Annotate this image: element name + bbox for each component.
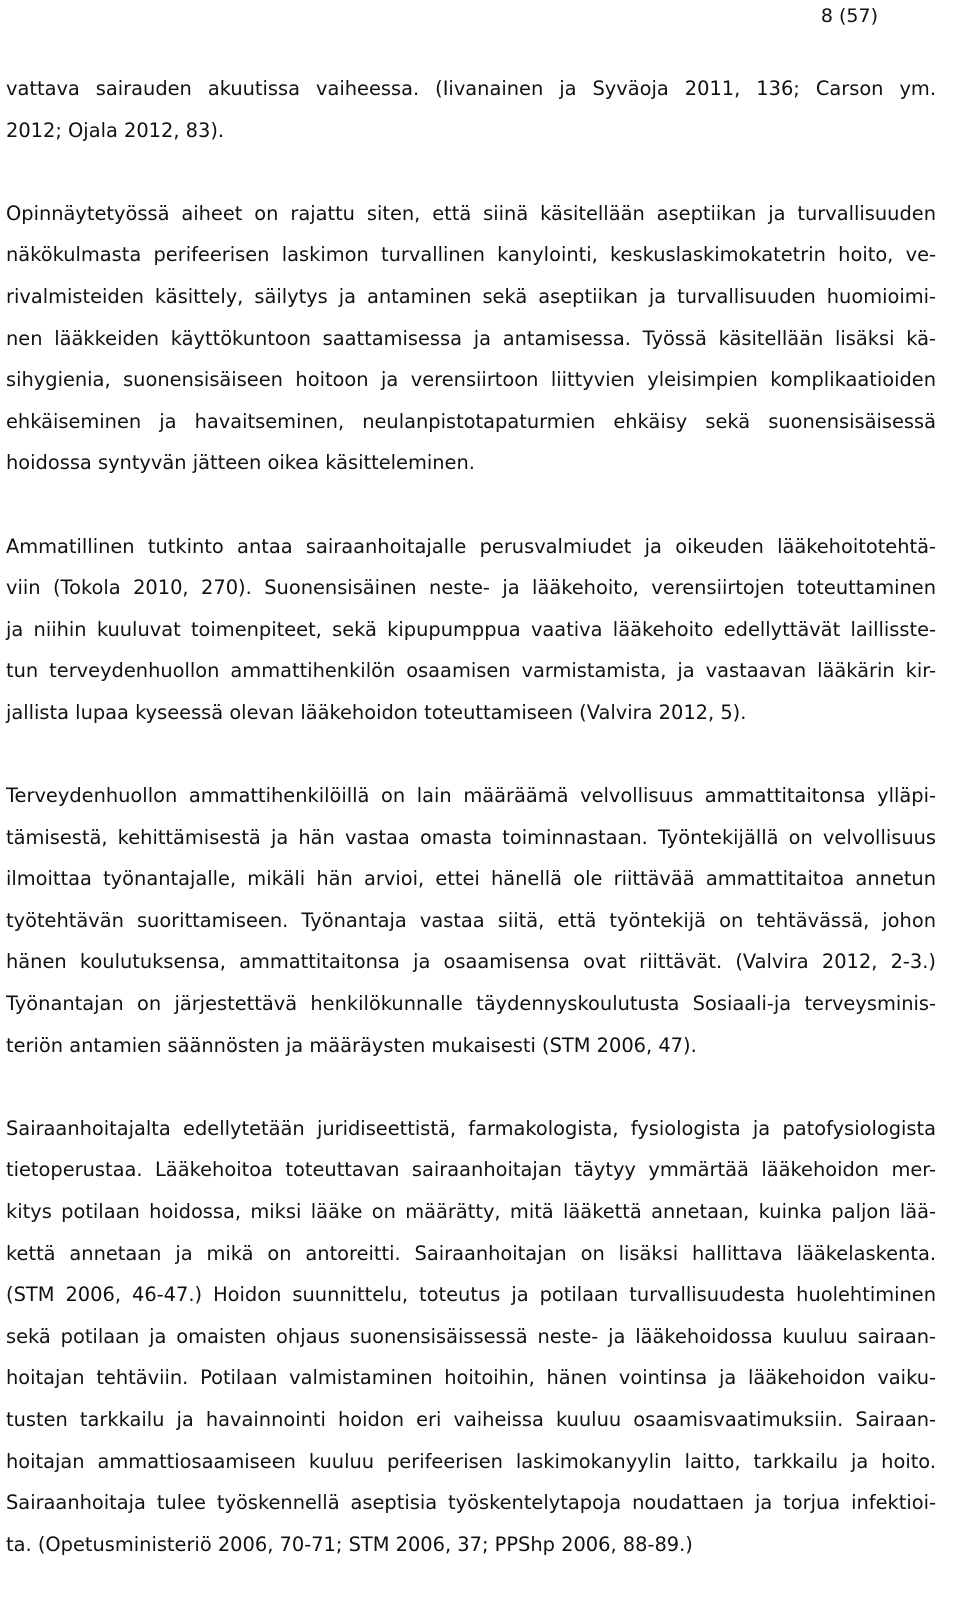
text-line: nen lääkkeiden käyttökuntoon saattamisessa ja antamisessa. Työssä käsitellään lisäksi kä- — [6, 326, 936, 350]
paragraph-1 — [6, 68, 936, 151]
text-line: viin (Tokola 2010, 270). Suonensisäinen neste- ja lääkehoito, verensiirtojen toteuttaminen — [6, 576, 936, 600]
text-line: (STM 2006, 46-47.) Hoidon suunnittelu, toteutus ja potilaan turvallisuudesta huolehtiminen — [6, 1283, 936, 1307]
text-line: tun terveydenhuollon ammattihenkilön osaamisen varmistamista, ja vastaavan lääkärin kir- — [6, 659, 936, 683]
paragraph-5 — [6, 1108, 936, 1566]
text-line: tietoperustaa. Lääkehoitoa toteuttavan sairaanhoitajan täytyy ymmärtää lääkehoidon mer- — [6, 1158, 936, 1182]
text-line: teriön antamien säännösten ja määräysten mukaisesti (STM 2006, 47). — [6, 1033, 697, 1057]
text-line: rivalmisteiden käsittely, säilytys ja antaminen sekä aseptiikan ja turvallisuuden huomioimi- — [6, 284, 936, 308]
text-line: hoitajan ammattiosaamiseen kuuluu perifeerisen laskimokanyylin laitto, tarkkailu ja hoito. — [6, 1449, 936, 1473]
text-line: jallista lupaa kyseessä olevan lääkehoidon toteuttamiseen (Valvira 2012, 5). — [6, 700, 747, 724]
text-line: työtehtävän suorittamiseen. Työnantaja vastaa siitä, että työntekijä on tehtävässä, johon — [6, 908, 936, 932]
text-line: sihygienia, suonensisäiseen hoitoon ja verensiirtoon liittyvien yleisimpien komplikaatioiden — [6, 368, 936, 392]
text-line: tusten tarkkailu ja havainnointi hoidon eri vaiheissa kuuluu osaamisvaatimuksiin. Sairaan- — [6, 1408, 936, 1431]
paragraph-3 — [6, 526, 936, 734]
text-line: Ammatillinen tutkinto antaa sairaanhoitajalle perusvalmiudet ja oikeuden lääkehoitotehtä- — [6, 534, 936, 558]
text-line: Terveydenhuollon ammattihenkilöillä on lain määräämä velvollisuus ammattitaitonsa ylläpi- — [6, 784, 936, 808]
paragraph-2 — [6, 193, 936, 484]
text-line: ehkäiseminen ja havaitseminen, neulanpistotapaturmien ehkäisy sekä suonensisäisessä — [6, 409, 936, 433]
text-line: Työnantajan on järjestettävä henkilökunnalle täydennyskoulutusta Sosiaali-ja terveysminis- — [6, 992, 936, 1016]
text-line: hoidossa syntyvän jätteen oikea käsitteleminen. — [6, 451, 475, 475]
text-line: sekä potilaan ja omaisten ohjaus suonensisäissessä neste- ja lääkehoidossa kuuluu sairaan- — [6, 1324, 936, 1348]
document-body — [6, 68, 936, 1565]
text-line: Opinnäytetyössä aiheet on rajattu siten, että siinä käsitellään aseptiikan ja turvallisuuden — [6, 201, 936, 225]
text-line: ta. (Opetusministeriö 2006, 70-71; STM 2006, 37; PPShp 2006, 88-89.) — [6, 1532, 693, 1556]
text-line: Sairaanhoitaja tulee työskennellä aseptisia työskentelytapoja noudattaen ja torjua infektioi- — [6, 1491, 936, 1515]
text-line: vattava sairauden akuutissa vaiheessa. (Iivanainen ja Syväoja 2011, 136; Carson ym. — [6, 77, 936, 100]
text-line: 2012; Ojala 2012, 83). — [6, 118, 225, 142]
text-line: kettä annetaan ja mikä on antoreitti. Sairaanhoitajan on lisäksi hallittava lääkelaskenta. — [6, 1241, 936, 1265]
page-number: 8 (57) — [820, 5, 878, 27]
text-line: tämisestä, kehittämisestä ja hän vastaa omasta toiminnastaan. Työntekijällä on velvollisuus — [6, 825, 936, 849]
text-line: hoitajan tehtäviin. Potilaan valmistaminen hoitoihin, hänen vointinsa ja lääkehoidon vaiku- — [6, 1366, 936, 1390]
paragraph-4 — [6, 775, 936, 1066]
text-line: ja niihin kuuluvat toimenpiteet, sekä kipupumppua vaativa lääkehoito edellyttävät laillisste- — [6, 617, 936, 641]
text-line: Sairaanhoitajalta edellytetään juridiseettistä, farmakologista, fysiologista ja patofysiologista — [6, 1116, 936, 1140]
text-line: hänen koulutuksensa, ammattitaitonsa ja osaamisensa ovat riittävät. (Valvira 2012, 2-3.) — [6, 950, 936, 974]
text-line: kitys potilaan hoidossa, miksi lääke on määrätty, mitä lääkettä annetaan, kuinka paljon lää- — [6, 1200, 936, 1224]
text-line: ilmoittaa työnantajalle, mikäli hän arvioi, ettei hänellä ole riittävää ammattitaitoa annetun — [6, 867, 936, 891]
text-line: näkökulmasta perifeerisen laskimon turvallinen kanylointi, keskuslaskimokatetrin hoito, ve- — [6, 243, 936, 267]
